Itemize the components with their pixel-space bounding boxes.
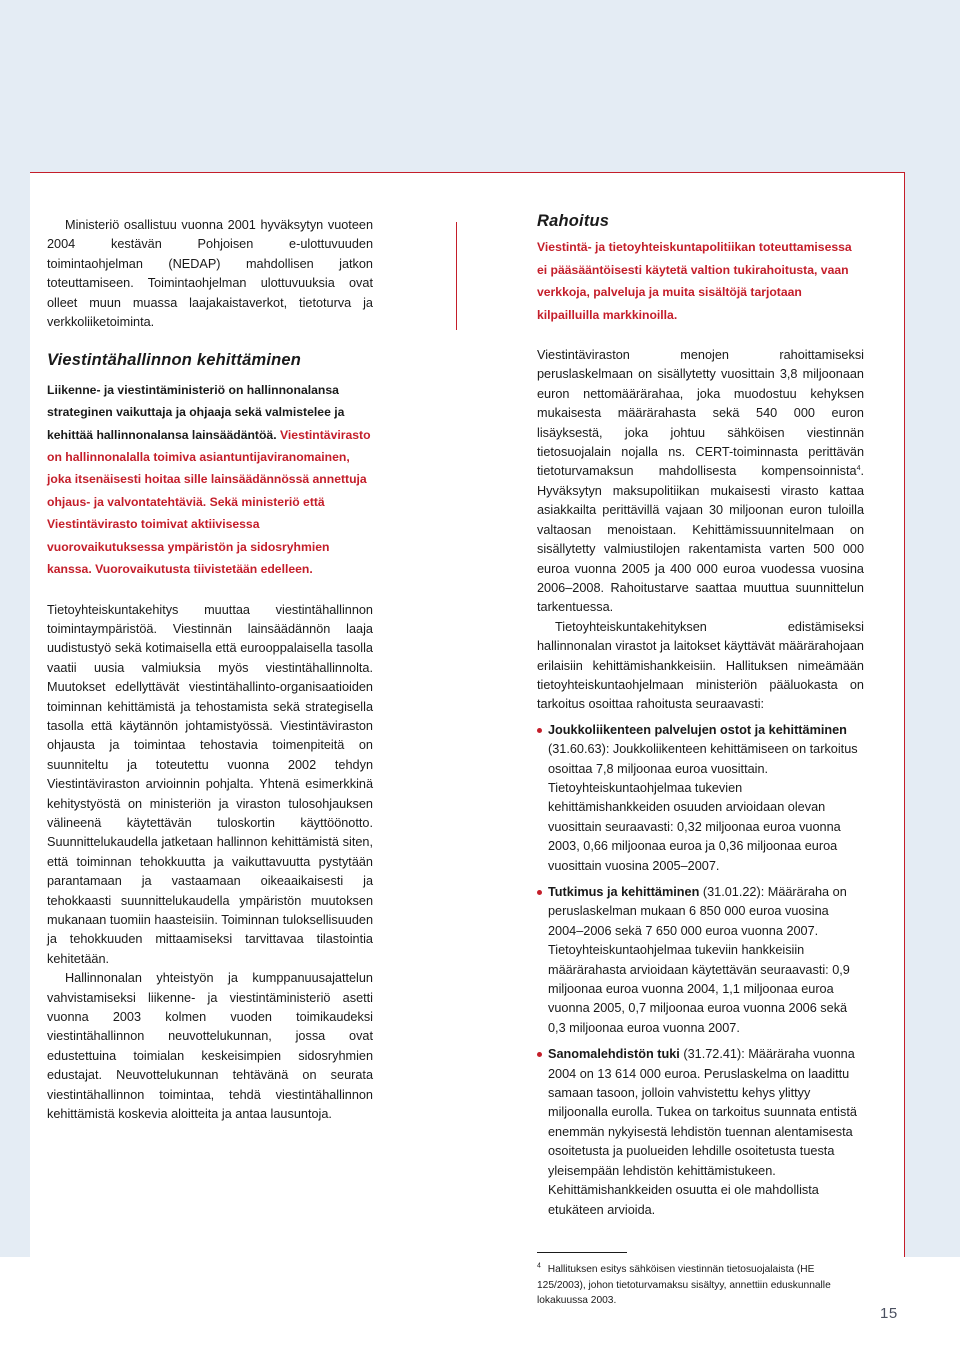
list-item <box>537 883 864 1038</box>
funding-list <box>537 721 864 1220</box>
lede-part-2: Viestintävirasto on hallinnonalalla toimiva asiantuntijaviranomainen, joka itsenäisesti hoitaa sille lainsäädännössä annettuja ohjaus- ja valvontatehtäviä. <box>47 427 371 509</box>
body-paragraph-1: Tietoyhteiskuntakehitys muuttaa viestintähallinnon toimintaympäristöä. Viestinnän lainsäädännön laaja uudistustyö sekä kotimaisella että eurooppalaisella tasolla vaatii uusia valmiuksia myös viestintähallinnolta. Muutokset edellyttävät viestintähallinto-organisaatioiden toiminnan kehittämistä ja tehostamista sekä strategisella tasolla että käytännön johtamistyössä. Viestintäviraston ohjausta ja toimintaa tehostavia toimenpiteitä on suunniteltu ja toteutettu vuonna 2002 tehdyn Viestintäviraston arvioinnin pohjalta. Yhtenä esimerkkinä kehitystyöstä on ministeriön ja viraston tulosohjauksen välineenä käytettävän tuloskortin käyttöönotto. Suunnittelukaudella jatketaan hallinnon kehittämistä siten, että toiminnan tehokkuutta ja vaikuttavuutta pystytään parantamaan ja vastaamaan oikeaaikaisesti ja tehokkaasti suunnittelukaudella ympäristön muutoksen mukanaan tuomiin haasteisiin. Toiminnan tuloksellisuuden ja tehokkuuden mittaamiseksi tarvittavaa tilastointia kehitetään. <box>47 602 373 966</box>
left-color-band <box>0 172 30 1257</box>
list-item-text: (31.01.22): Määräraha on peruslaskelman mukaan 6 850 000 euroa vuosina 2004–2006 sekä 7 650 000 euroa vuonna 2007. Tietoyhteiskuntaohjelmaa tukeviin hankkeisiin määrärahasta arvioidaan käytettävän seuraavasti: 0,9 miljoonaa euroa vuonna 2004, 1,1 miljoonaa euroa vuonna 2005, 0,7 miljoonaa euroa vuonna 2006 sekä 0,3 miljoonaa euroa vuonna 2007. <box>548 885 850 1035</box>
list-item-term: Sanomalehdistön tuki <box>548 1047 680 1062</box>
footnote-reference[interactable]: 4 <box>856 465 861 473</box>
column-divider <box>456 222 457 330</box>
list-item-term: Joukkoliikenteen palvelujen ostot ja kehittäminen <box>548 722 847 737</box>
rahoitus-paragraph-1 <box>537 346 864 618</box>
list-item-term: Tutkimus ja kehittäminen <box>548 885 700 899</box>
lede-part-1: Liikenne- ja viestintäministeriö on hallinnonalansa strateginen vaikuttaja ja ohjaaja sekä valmistelee ja kehittää hallinnonalansa lainsäädäntöä. <box>47 382 345 442</box>
footnote-text: Hallituksen esitys sähköisen viestinnän tietosuojalaista (HE 125/2003), johon tietoturvamaksu sisältyy, annettiin eduskunnalle lokakuussa 2003. <box>537 1264 831 1306</box>
right-color-band <box>905 172 960 1257</box>
list-item-text: (31.60.63): Joukkoliikenteen kehittämiseen on tarkoitus osoittaa 7,8 miljoonaa euroa vuosittain. Tietoyhteiskuntaohjelmaa tukevien kehittämishankkeiden osuuden arvioidaan olevan vuosittain seuraavasti: 0,32 miljoonaa euroa vuonna 2003, 0,66 miljoonaa euroa ja 0,36 miljoonaa euroa vuosittain vuosina 2005–2007. <box>548 742 858 873</box>
left-column <box>47 216 373 1124</box>
list-item-text: (31.72.41): Määräraha vuonna 2004 on 13 614 000 euroa. Peruslaskelma on laadittu samaan tasoon, jolloin vahvistettu kehys ylittyy miljoonalla eurolla. Tukea on tarkoitus suunnata entistä enemmän nykyisestä lehdistön tuennan alentamisesta osoitetusta ja puolueiden lehdille osoitetusta tuesta yleisempään lehdistön kehittämistukeen. Kehittämishankkeiden osuutta ei ole mahdollista etukäteen arvioida. <box>548 1047 857 1217</box>
rahoitus-lede: Viestintä- ja tietoyhteiskuntapolitiikan toteuttamisessa ei pääsääntöisesti käytetä valtion tukirahoitusta, vaan verkkoja, palveluja ja muita sisältöjä tarjotaan kilpailluilla markkinoilla. <box>537 240 852 322</box>
footnote <box>537 1262 847 1309</box>
footnote-rule <box>537 1252 627 1253</box>
list-item <box>537 1045 864 1220</box>
intro-paragraph: Ministeriö osallistuu vuonna 2001 hyväksytyn vuoteen 2004 kestävän Pohjoisen e-ulottuvuuden toimintaohjelman (NEDAP) mahdollisen jatkon toteuttamiseen. Toimintaohjelman ulottuvuuksia ovat olleet muun muassa laajakaistaverkot, tietoturva ja verkkoliiketoiminta. <box>47 218 373 330</box>
paragraph-1-text-b: . Hyväksytyn maksupolitiikan mukaisesti virasto kattaa asiakkailta perittävillä vajaan 30 miljoonan euron tuloilla valtaosan menoistaan. Kehittämissuunnitelmaan on sisällytetty valmiustilojen rakentamista varten 500 000 euroa vuonna 2005 ja 400 000 euroa vuodessa vuosina 2006–2008. Rahoitustarve saattaa muuttua suunnittelun tarkentuessa. <box>537 464 864 615</box>
section-heading-rahoitus: Rahoitus <box>537 212 610 230</box>
page-number: 15 <box>880 1305 898 1322</box>
rahoitus-paragraph-2: Tietoyhteiskuntakehityksen edistämiseksi hallinnonalan virastot ja laitokset käyttävät määrärahojaan erilaisiin kehittämishankkeisiin. Hallituksen nimeämään tietoyhteiskuntaohjelmaan ministeriön pääluokasta on tarkoitus osoittaa rahoitusta seuraavasti: <box>537 619 864 712</box>
right-column <box>537 212 864 1227</box>
footnote-marker: 4 <box>537 1262 541 1270</box>
list-item <box>537 721 864 876</box>
lede-part-3: Sekä ministeriö että Viestintävirasto toimivat aktiivisessa vuorovaikutuksessa ympäristön ja sidosryhmien kanssa. Vuorovaikutusta tiivistetään edelleen. <box>47 494 330 577</box>
body-paragraph-2: Hallinnonalan yhteistyön ja kumppanuusajattelun vahvistamiseksi liikenne- ja viestintäministeriö asetti vuonna 2003 kolmen vuoden toimikaudeksi viestintähallinnon neuvottelukunnan, jossa ovat edustettuina toimialan keskeisimpien sidosryhmien edustajat. Neuvottelukunnan tehtävänä on seurata viestintähallinnon toimintaa, tehdä viestintähallinnon kehittämistä koskevia aloitteita ja antaa lausuntoja. <box>47 971 373 1122</box>
section-lede <box>47 379 373 581</box>
paragraph-1-text-a: Viestintäviraston menojen rahoittamiseksi peruslaskelmaan on sisällytetty vuosittain 3,8 miljoonaan euron nettomäärärahaa, joka muodostuu kehyksen mukaisesta määrärahasta sekä 540 000 euron lisäyksestä, joka johtuu sähköisen viestinnän tietosuojalain nojalla ns. CERT-toiminnasta perittävän tietoturvamaksun mahdollisesta kompensoinnista <box>537 348 864 479</box>
section-heading-viestintahallinto: Viestintähallinnon kehittäminen <box>47 351 302 370</box>
top-color-band <box>0 0 960 172</box>
